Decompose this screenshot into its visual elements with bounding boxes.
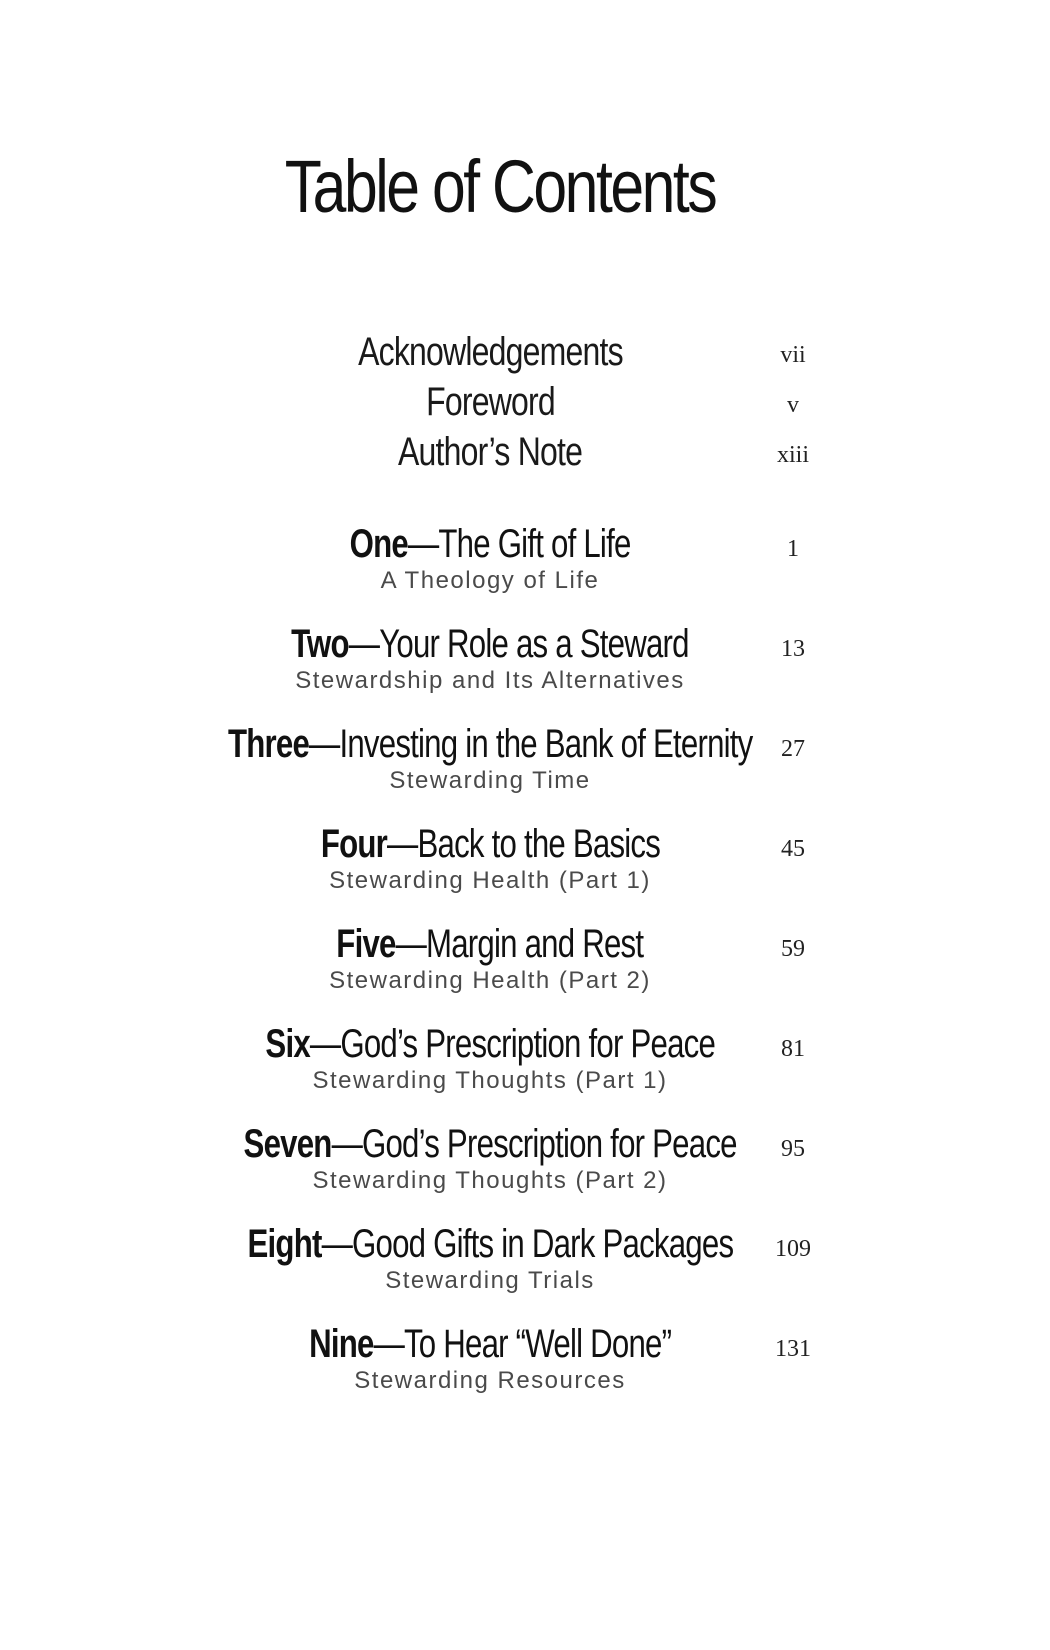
chapter-dash: — (309, 1022, 341, 1066)
toc-page-number: v (787, 392, 799, 418)
chapter-number: Two (291, 622, 349, 666)
chapter-number: Four (320, 822, 387, 866)
chapter-subtitle: Stewardship and Its Alternatives (295, 667, 685, 694)
toc-entry-label: Acknowledgements (357, 330, 623, 374)
chapter-dash: — (348, 622, 380, 666)
chapter-title: Good Gifts in Dark Packages (351, 1222, 733, 1266)
chapter-subtitle: Stewarding Health (Part 1) (329, 867, 651, 894)
chapter-heading (291, 622, 689, 666)
chapter-dash: — (321, 1222, 352, 1266)
toc-page-number: vii (780, 342, 806, 368)
chapter-subtitle: Stewarding Trials (385, 1267, 595, 1294)
chapter-title: Back to the Basics (416, 822, 660, 866)
page-title: Table of Contents (284, 145, 716, 228)
chapter-dash: — (395, 922, 427, 966)
chapter-number: Six (265, 1022, 310, 1066)
chapter-heading (350, 522, 631, 566)
chapter-heading (243, 1122, 736, 1166)
chapter-number: One (349, 522, 408, 566)
chapter-heading (309, 1322, 671, 1366)
chapter-heading (228, 722, 753, 766)
chapter-dash: — (308, 722, 340, 766)
chapter-subtitle: Stewarding Health (Part 2) (329, 967, 651, 994)
chapter-number: Seven (243, 1122, 332, 1166)
chapter-title: Your Role as a Steward (379, 622, 689, 666)
toc-page-number: 27 (781, 736, 805, 762)
chapter-dash: — (331, 1122, 362, 1166)
toc-page-number: 1 (787, 536, 799, 562)
chapter-heading (247, 1222, 733, 1266)
chapter-subtitle: Stewarding Thoughts (Part 2) (312, 1167, 668, 1194)
chapter-title: God’s Prescription for Peace (361, 1122, 737, 1166)
chapter-dash: — (407, 522, 439, 566)
toc-page-number: 131 (775, 1336, 811, 1362)
chapter-heading (320, 822, 659, 866)
toc-entry-label: Author’s Note (397, 430, 583, 474)
toc-page-number: 109 (775, 1236, 811, 1262)
chapter-title: Margin and Rest (426, 922, 644, 966)
chapter-title: Investing in the Bank of Eternity (339, 722, 753, 766)
chapter-number: Nine (308, 1322, 374, 1366)
chapter-number: Eight (247, 1222, 322, 1266)
chapter-subtitle: Stewarding Time (389, 767, 591, 794)
chapter-title: The Gift of Life (438, 522, 631, 566)
toc-page-number: xiii (776, 442, 809, 468)
chapter-subtitle: Stewarding Thoughts (Part 1) (312, 1067, 668, 1094)
chapter-number: Five (336, 922, 396, 966)
toc-page-number: 13 (781, 636, 805, 662)
toc-page-number: 59 (781, 936, 805, 962)
chapter-dash: — (386, 822, 417, 866)
toc-entry-label: Foreword (425, 380, 555, 424)
chapter-title: To Hear “Well Done” (403, 1322, 672, 1366)
chapter-subtitle: A Theology of Life (380, 567, 600, 594)
chapter-number: Three (227, 722, 309, 766)
chapter-title: God’s Prescription for Peace (340, 1022, 715, 1066)
chapter-heading (265, 1022, 715, 1066)
chapter-dash: — (373, 1322, 404, 1366)
chapter-subtitle: Stewarding Resources (354, 1367, 626, 1394)
toc-page-number: 81 (781, 1036, 805, 1062)
chapter-heading (337, 922, 644, 966)
toc-page-number: 45 (781, 836, 805, 862)
toc-page-number: 95 (781, 1136, 805, 1162)
